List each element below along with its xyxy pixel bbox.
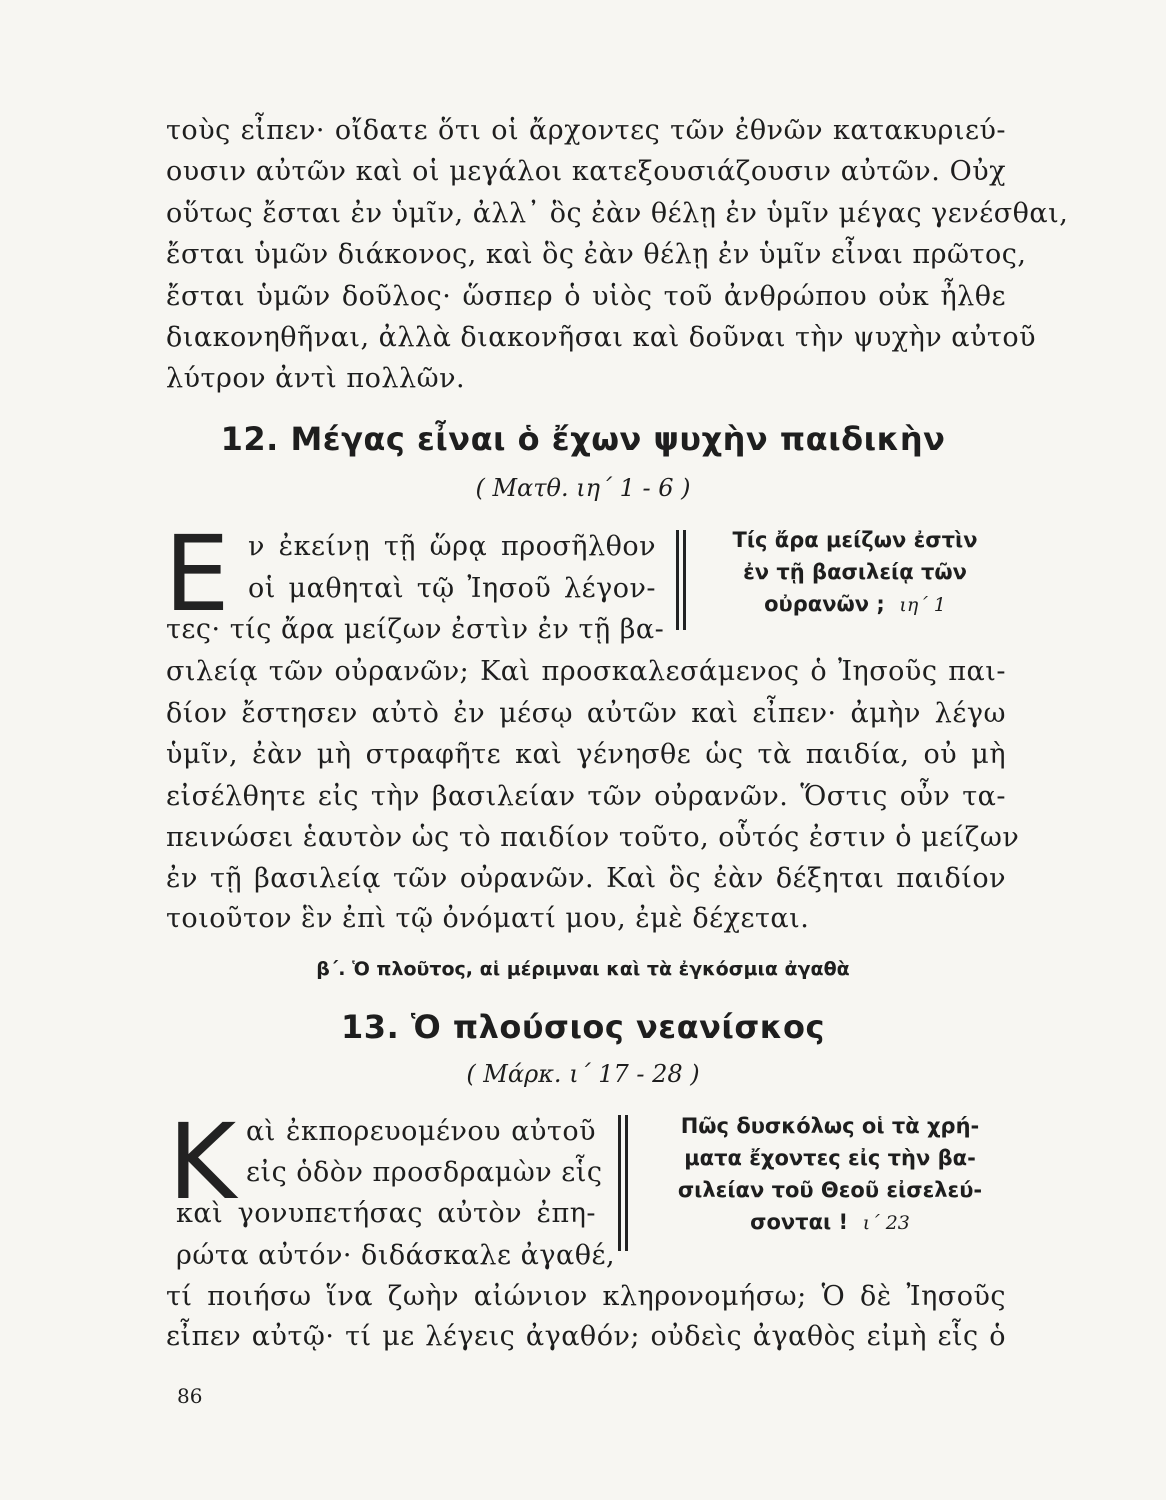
section-heading-12: 12. Μέγας εἶναι ὁ ἔχων ψυχὴν παιδικὴν (220, 420, 946, 458)
body-line: τες· τίς ἄρα μείζων ἐστὶν ἐν τῇ βα- (166, 614, 665, 645)
sidenote-rule (625, 1115, 628, 1251)
sidenote-text: σονται ! (750, 1210, 849, 1234)
page-number: 86 (177, 1384, 203, 1408)
sidenote-13 (645, 1110, 1015, 1239)
body-line: ρώτα αὐτόν· διδάσκαλε ἀγαθέ, (176, 1240, 616, 1271)
sidenote-12 (705, 524, 1005, 621)
sidenote-rule (618, 1115, 621, 1251)
sidenote-line: σιλείαν τοῦ Θεοῦ εἰσελεύ- (677, 1178, 983, 1202)
scripture-reference-12: ( Ματθ. ιη΄ 1 - 6 ) (475, 474, 691, 502)
sidenote-line-last (705, 588, 1005, 621)
body-line: οὕτως ἔσται ἐν ὑμῖν, ἀλλ᾿ ὃς ἐὰν θέλῃ ἐν ὑμῖν μέγας γενέσθαι, (166, 198, 1069, 229)
sidenote-reference: ι΄ 23 (862, 1212, 910, 1234)
sidenote-rule (676, 530, 679, 630)
body-line: τοὺς εἶπεν· οἴδατε ὅτι οἱ ἄρχοντες τῶν ἐθνῶν κατακυριεύ- (166, 115, 1006, 146)
body-line: τί ποιήσω ἵνα ζωὴν αἰώνιον κληρονομήσω; Ὁ δὲ Ἰησοῦς (166, 1281, 1006, 1312)
scripture-reference-13: ( Μάρκ. ι΄ 17 - 28 ) (466, 1060, 700, 1088)
section-heading-13: 13. Ὁ πλούσιος νεανίσκος (341, 1008, 825, 1046)
body-line: αὶ ἐκπορευομένου αὐτοῦ (246, 1116, 596, 1147)
drop-cap-12: Ε (164, 513, 230, 635)
body-line: ὑμῖν, ἐὰν μὴ στραφῆτε καὶ γένησθε ὡς τὰ παιδία, οὐ μὴ (166, 739, 1006, 770)
body-line: εἰς ὁδὸν προσδραμὼν εἷς (246, 1157, 603, 1188)
body-line: ουσιν αὐτῶν καὶ οἱ μεγάλοι κατεξουσιάζουσιν αὐτῶν. Οὐχ (166, 156, 1006, 187)
body-line: διακονηθῆναι, ἀλλὰ διακονῆσαι καὶ δοῦναι τὴν ψυχὴν αὐτοῦ (166, 322, 1037, 353)
sidenote-line: ἐν τῇ βασιλείᾳ τῶν (743, 560, 967, 584)
body-line: εἰσέλθητε εἰς τὴν βασιλείαν τῶν οὐρανῶν. Ὅστις οὖν τα- (166, 781, 1006, 812)
body-line: εἶπεν αὐτῷ· τί με λέγεις ἀγαθόν; οὐδεὶς ἀγαθὸς εἰμὴ εἷς ὁ (166, 1321, 1006, 1352)
sidenote-line: ματα ἔχοντες εἰς τὴν βα- (684, 1146, 976, 1170)
body-line: ν ἐκείνῃ τῇ ὥρᾳ προσῆλθον (248, 531, 656, 562)
drop-cap-13: Κ (168, 1101, 237, 1223)
body-line: τοιοῦτον ἓν ἐπὶ τῷ ὀνόματί μου, ἐμὲ δέχεται. (166, 903, 810, 934)
body-line: δίον ἔστησεν αὐτὸ ἐν μέσῳ αὐτῶν καὶ εἶπεν· ἀμὴν λέγω (166, 698, 1006, 729)
body-line: καὶ γονυπετήσας αὐτὸν ἐπη- (176, 1198, 596, 1229)
body-line: λύτρον ἀντὶ πολλῶν. (166, 363, 466, 394)
sidenote-line: Τίς ἄρα μείζων ἐστὶν (732, 528, 978, 552)
sidenote-text: οὐρανῶν ; (764, 592, 885, 616)
body-line: ἐν τῇ βασιλείᾳ τῶν οὐρανῶν. Καὶ ὃς ἐὰν δέξηται παιδίον (166, 863, 1006, 894)
sidenote-line: Πῶς δυσκόλως οἱ τὰ χρή- (680, 1114, 980, 1138)
body-line: οἱ μαθηταὶ τῷ Ἰησοῦ λέγον- (248, 573, 656, 604)
sidenote-line-last (645, 1206, 1015, 1239)
body-line: σιλείᾳ τῶν οὐρανῶν; Καὶ προσκαλεσάμενος ὁ Ἰησοῦς παι- (166, 656, 1006, 687)
sidenote-reference: ιη΄ 1 (899, 594, 946, 616)
body-line: ἔσται ὑμῶν δοῦλος· ὥσπερ ὁ υἱὸς τοῦ ἀνθρώπου οὐκ ἦλθε (166, 281, 1006, 312)
sidenote-rule (683, 530, 686, 630)
body-line: ἔσται ὑμῶν διάκονος, καὶ ὃς ἐὰν θέλῃ ἐν ὑμῖν εἶναι πρῶτος, (166, 239, 1027, 270)
subsection-heading: β΄. Ὁ πλοῦτος, αἱ μέριμναι καὶ τὰ ἐγκόσμια ἀγαθὰ (316, 958, 850, 980)
body-line: πεινώσει ἑαυτὸν ὡς τὸ παιδίον τοῦτο, οὗτός ἐστιν ὁ μείζων (166, 822, 1020, 853)
